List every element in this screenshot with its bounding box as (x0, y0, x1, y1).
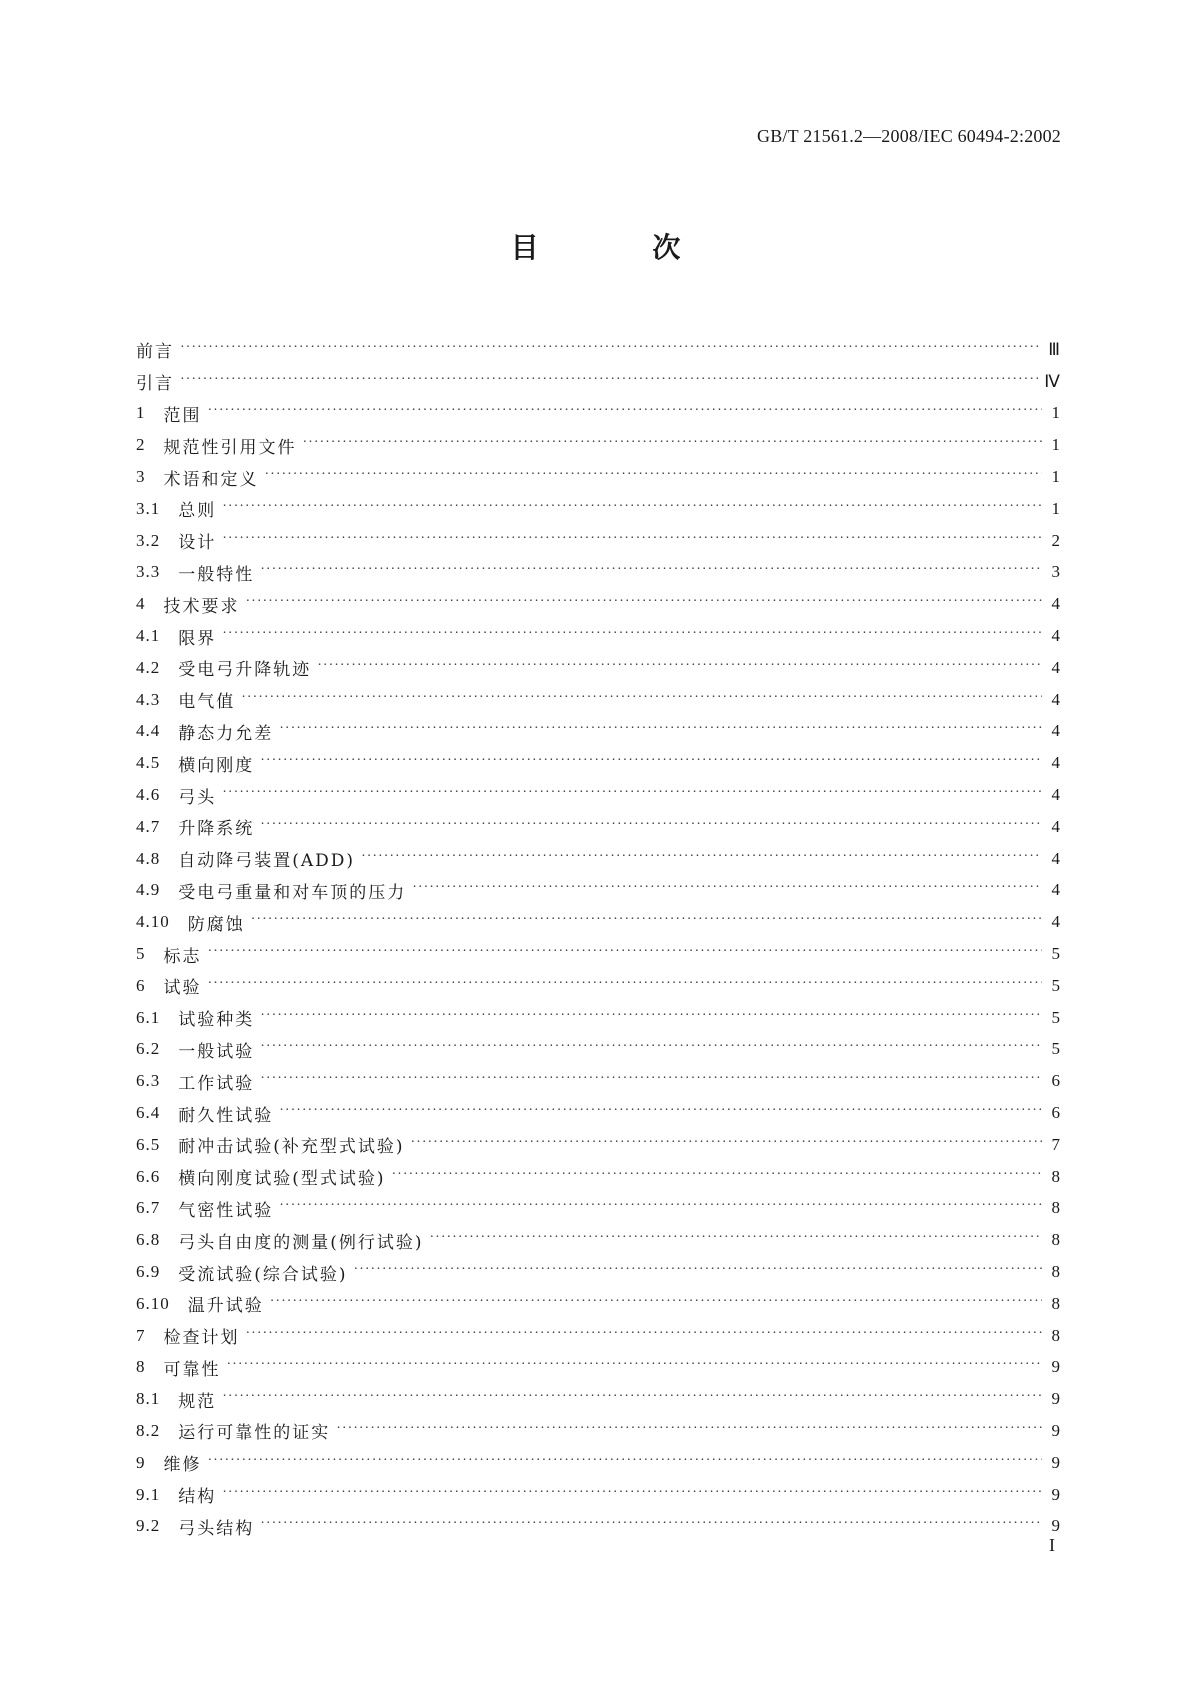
toc-entry-title: 自动降弓装置(ADD) (178, 851, 356, 872)
toc-entry-page: 4 (1051, 753, 1060, 773)
dot-leader (317, 658, 1042, 674)
dot-leader (279, 1198, 1042, 1214)
dot-leader (265, 467, 1043, 483)
toc-entry-title: 试验 (163, 978, 202, 999)
toc-entry-title: 结构 (178, 1487, 217, 1508)
toc-entry-number: 4.3 (136, 689, 161, 709)
toc-entry-page: 8 (1051, 1262, 1060, 1281)
dot-leader (246, 594, 1043, 610)
toc-entry-page: 3 (1051, 562, 1060, 582)
toc-entry-title: 一般试验 (178, 1041, 255, 1062)
toc-entry-title: 前言 (136, 342, 174, 363)
toc-entry-number: 4.2 (136, 657, 161, 677)
toc-entry-title: 维修 (163, 1455, 202, 1476)
toc-entry-number: 6 (136, 975, 146, 995)
toc-entry-title: 耐久性试验 (178, 1105, 274, 1126)
toc-entry-title: 技术要求 (163, 596, 240, 617)
dot-leader (354, 1262, 1042, 1278)
toc-entry-number: 2 (136, 435, 146, 455)
dot-leader (392, 1167, 1042, 1183)
toc-entry-number: 4.8 (136, 848, 161, 868)
toc-entry[interactable] (136, 1193, 1060, 1225)
dot-leader (208, 403, 1043, 419)
toc-entry[interactable] (136, 398, 1060, 430)
toc-entry-page: 5 (1051, 1007, 1060, 1027)
toc-entry-page: Ⅳ (1044, 371, 1060, 391)
toc-entry-title: 温升试验 (187, 1296, 264, 1317)
dot-leader (336, 1421, 1042, 1437)
toc-entry-title: 受流试验(综合试验) (178, 1264, 348, 1285)
dot-leader (222, 499, 1042, 515)
standard-code: GB/T 21561.2—2008/IEC 60494-2:2002 (757, 126, 1061, 146)
dot-leader (260, 817, 1042, 833)
toc-entry-title: 试验种类 (178, 1010, 255, 1031)
toc-entry-page: 6 (1051, 1103, 1060, 1123)
toc-entry[interactable] (136, 779, 1060, 811)
toc-entry-number: 4.6 (136, 785, 161, 805)
toc-entry[interactable] (136, 1002, 1060, 1034)
toc-entry-title: 静态力允差 (178, 723, 274, 744)
toc-entry-number: 6.6 (136, 1166, 161, 1186)
toc-entry[interactable] (136, 1415, 1060, 1447)
toc-entry[interactable] (136, 366, 1060, 398)
toc-entry-page: 9 (1051, 1420, 1060, 1440)
dot-leader (260, 1039, 1042, 1055)
toc-entry-title: 规范 (178, 1391, 217, 1412)
toc-entry[interactable] (136, 747, 1060, 779)
toc-entry-title: 规范性引用文件 (163, 437, 297, 458)
dot-leader (208, 1453, 1043, 1469)
toc-entry-number: 8.1 (136, 1389, 161, 1409)
toc-entry-title: 引言 (136, 374, 174, 395)
toc-entry-page: 4 (1051, 785, 1060, 805)
toc-entry[interactable] (136, 1161, 1060, 1193)
dot-leader (251, 912, 1042, 928)
dot-leader (411, 1135, 1042, 1151)
toc-entry-number: 9.1 (136, 1484, 161, 1504)
toc-entry-number: 3.3 (136, 562, 161, 582)
toc-entry-title: 耐冲击试验(补充型式试验) (178, 1137, 405, 1158)
toc-entry[interactable] (136, 461, 1060, 493)
dot-leader (180, 340, 1042, 356)
page-title: 目 次 (510, 231, 733, 264)
toc-entry[interactable] (136, 843, 1060, 875)
toc-entry-title: 受电弓重量和对车顶的压力 (178, 882, 407, 903)
toc-entry-number: 8 (136, 1357, 146, 1377)
toc-entry-title: 气密性试验 (178, 1200, 274, 1221)
toc-entry-page: 8 (1051, 1293, 1060, 1313)
toc-entry-page: 9 (1051, 1389, 1060, 1409)
toc-entry-number: 1 (136, 403, 146, 423)
toc-entry-number: 6.8 (136, 1230, 161, 1250)
toc-entry-title: 检查计划 (163, 1328, 240, 1349)
toc-entry-title: 工作试验 (178, 1073, 255, 1094)
toc-entry[interactable] (136, 1320, 1060, 1352)
dot-leader (222, 1389, 1042, 1405)
toc-entry[interactable] (136, 906, 1060, 938)
toc-entry-title: 术语和定义 (163, 469, 259, 490)
toc-entry-title: 限界 (178, 628, 217, 649)
toc-entry-title: 可靠性 (163, 1359, 221, 1380)
toc-entry-page: 1 (1051, 403, 1060, 423)
toc-entry-page: 7 (1051, 1134, 1060, 1154)
toc-entry-page: 8 (1051, 1198, 1060, 1218)
dot-leader (279, 1103, 1042, 1119)
toc-entry[interactable] (136, 1129, 1060, 1161)
toc-entry[interactable] (136, 811, 1060, 843)
toc-entry[interactable] (136, 1447, 1060, 1479)
dot-leader (279, 721, 1042, 737)
dot-leader (260, 1008, 1042, 1024)
dot-leader (303, 435, 1043, 451)
toc-entry-number: 4.4 (136, 721, 161, 741)
dot-leader (222, 531, 1042, 547)
toc-entry-page: 4 (1051, 912, 1060, 932)
toc-entry[interactable] (136, 588, 1060, 620)
toc-entry-page: 8 (1051, 1166, 1060, 1186)
toc-entry-page: 4 (1051, 594, 1060, 614)
toc-entry-page: 4 (1051, 721, 1060, 741)
toc-entry-page: 4 (1051, 848, 1060, 868)
toc-entry-title: 弓头结构 (178, 1518, 255, 1539)
toc-entry-title: 弓头自由度的测量(例行试验) (178, 1232, 424, 1253)
toc-entry-number: 6.10 (136, 1293, 170, 1313)
toc-entry-page: Ⅲ (1048, 339, 1060, 359)
toc-entry-title: 设计 (178, 533, 217, 554)
toc-entry-number: 4.5 (136, 753, 161, 773)
toc-entry[interactable] (136, 1065, 1060, 1097)
toc-entry-number: 6.5 (136, 1134, 161, 1154)
toc-entry[interactable] (136, 429, 1060, 461)
toc-entry-page: 6 (1051, 1071, 1060, 1091)
dot-leader (241, 690, 1042, 706)
toc-entry[interactable] (136, 1256, 1060, 1288)
dot-leader (412, 880, 1042, 896)
toc-entry-page: 5 (1051, 1039, 1060, 1059)
toc-entry-title: 受电弓升降轨迹 (178, 660, 312, 681)
toc-entry[interactable] (136, 970, 1060, 1002)
toc-entry-title: 标志 (163, 946, 202, 967)
toc-entry-number: 6.3 (136, 1071, 161, 1091)
toc-entry[interactable] (136, 493, 1060, 525)
dot-leader (430, 1230, 1042, 1246)
toc-entry[interactable] (136, 557, 1060, 589)
toc-entry-page: 4 (1051, 880, 1060, 900)
toc-entry[interactable] (136, 1034, 1060, 1066)
toc-entry-page: 5 (1051, 944, 1060, 964)
toc-entry-number: 6.2 (136, 1039, 161, 1059)
toc-entry-page: 9 (1051, 1484, 1060, 1504)
toc-entry[interactable] (136, 1479, 1060, 1511)
dot-leader (270, 1294, 1042, 1310)
toc-entry-number: 6.4 (136, 1103, 161, 1123)
toc-entry-page: 1 (1051, 435, 1060, 455)
toc-entry[interactable] (136, 938, 1060, 970)
toc-entry[interactable] (136, 684, 1060, 716)
toc-entry-page: 4 (1051, 689, 1060, 709)
toc-entry-number: 9 (136, 1452, 146, 1472)
toc-entry[interactable] (136, 716, 1060, 748)
toc-entry-number: 6.1 (136, 1007, 161, 1027)
toc-entry-title: 弓头 (178, 787, 217, 808)
toc-entry-number: 4.10 (136, 912, 170, 932)
dot-leader (180, 372, 1038, 388)
dot-leader (222, 626, 1042, 642)
toc-entry[interactable] (136, 875, 1060, 907)
toc-entry[interactable] (136, 652, 1060, 684)
dot-leader (260, 1071, 1042, 1087)
toc-entry-page: 4 (1051, 626, 1060, 646)
dot-leader (361, 849, 1042, 865)
toc-entry-page: 9 (1051, 1357, 1060, 1377)
dot-leader (246, 1326, 1043, 1342)
toc-entry[interactable] (136, 525, 1060, 557)
toc-entry[interactable] (136, 1224, 1060, 1256)
toc-entry[interactable] (136, 620, 1060, 652)
toc-entry[interactable] (136, 1097, 1060, 1129)
dot-leader (227, 1357, 1043, 1373)
toc-entry[interactable] (136, 1510, 1060, 1542)
toc-entry-number: 6.9 (136, 1262, 161, 1281)
page-number: I (1049, 1535, 1055, 1555)
toc-entry-title: 范围 (163, 405, 202, 426)
toc-entry-page: 1 (1051, 467, 1060, 487)
toc-entry-number: 3 (136, 467, 146, 487)
toc-entry-page: 9 (1051, 1516, 1060, 1536)
toc-entry-number: 5 (136, 944, 146, 964)
dot-leader (222, 1485, 1042, 1501)
toc-entry-page: 5 (1051, 975, 1060, 995)
toc-entry-number: 7 (136, 1325, 146, 1345)
toc-entry-number: 3.2 (136, 530, 161, 550)
dot-leader (260, 1516, 1042, 1532)
toc-entry-page: 2 (1051, 530, 1060, 550)
toc-entry-number: 3.1 (136, 498, 161, 518)
toc-entry-title: 运行可靠性的证实 (178, 1423, 331, 1444)
toc-entry-number: 4.7 (136, 816, 161, 836)
toc-entry[interactable] (136, 1383, 1060, 1415)
toc-entry[interactable] (136, 1352, 1060, 1384)
toc-entry-page: 8 (1051, 1230, 1060, 1250)
toc-entry-title: 总则 (178, 501, 217, 522)
toc-entry-title: 防腐蚀 (187, 914, 245, 935)
toc-entry-title: 一般特性 (178, 564, 255, 585)
toc-entry-title: 电气值 (178, 692, 236, 713)
table-of-contents (136, 334, 1060, 1542)
dot-leader (208, 944, 1043, 960)
toc-entry-title: 升降系统 (178, 819, 255, 840)
toc-entry-page: 4 (1051, 816, 1060, 836)
toc-entry-number: 8.2 (136, 1420, 161, 1440)
toc-entry-title: 横向刚度试验(型式试验) (178, 1169, 386, 1190)
toc-entry-page: 4 (1051, 657, 1060, 677)
dot-leader (260, 562, 1042, 578)
toc-entry-page: 8 (1051, 1325, 1060, 1345)
toc-entry-number: 4 (136, 594, 146, 614)
dot-leader (208, 976, 1043, 992)
toc-entry-number: 6.7 (136, 1198, 161, 1218)
toc-entry[interactable] (136, 334, 1060, 366)
toc-entry[interactable] (136, 1288, 1060, 1320)
toc-entry-number: 4.1 (136, 626, 161, 646)
toc-entry-title: 横向刚度 (178, 755, 255, 776)
dot-leader (260, 753, 1042, 769)
toc-entry-page: 9 (1051, 1452, 1060, 1472)
toc-entry-page: 1 (1051, 498, 1060, 518)
toc-entry-number: 9.2 (136, 1516, 161, 1536)
toc-entry-number: 4.9 (136, 880, 161, 900)
dot-leader (222, 785, 1042, 801)
